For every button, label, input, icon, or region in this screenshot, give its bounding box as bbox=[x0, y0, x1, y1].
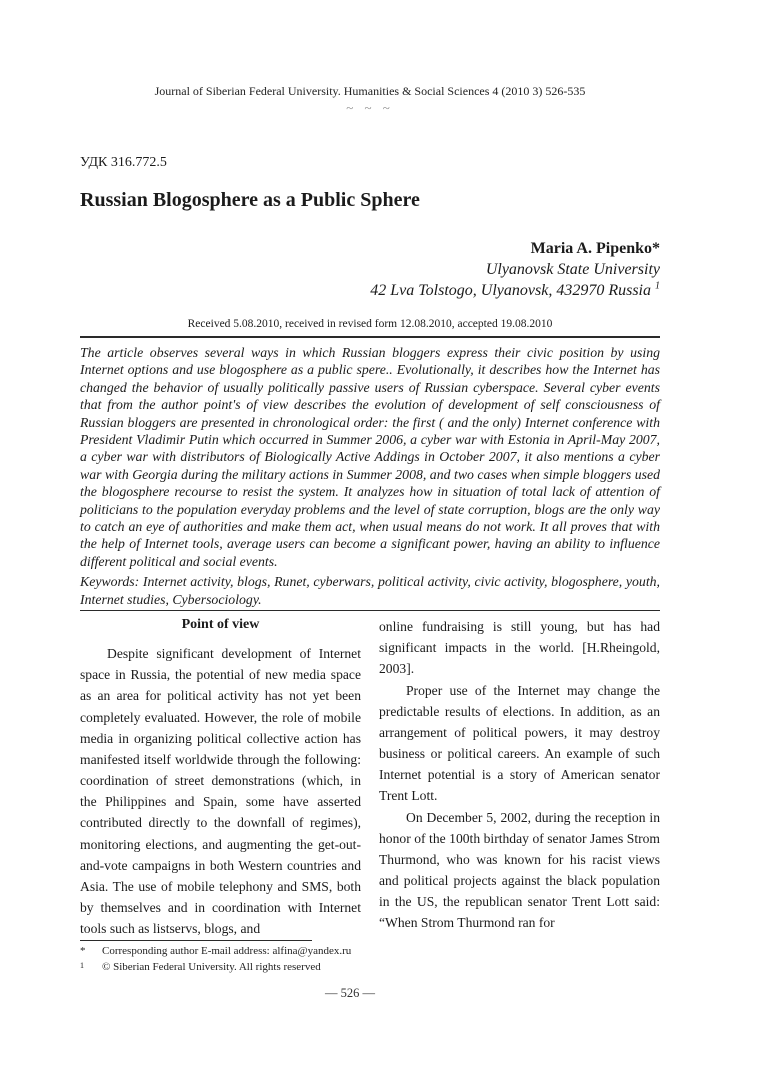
author-address bbox=[80, 280, 660, 301]
body-paragraph-right-3: On December 5, 2002, during the reception in honor of the 100th birthday of senator James Strom Thurmond, who was known for his racist views and political projects against the black population in the US, the republican senator Trent Lott said: “When Strom Thurmond ran for bbox=[379, 809, 660, 931]
address-footnote-mark: 1 bbox=[655, 280, 660, 292]
author-block bbox=[80, 238, 660, 301]
right-column bbox=[379, 616, 660, 938]
keywords-text: Keywords: Internet activity, blogs, Runet, cyberwars, political activity, civic activity, blogosphere, youth, Internet studies, Cybersociology. bbox=[80, 574, 660, 607]
left-column bbox=[80, 616, 361, 938]
article-title: Russian Blogosphere as a Public Sphere bbox=[80, 189, 420, 211]
body-paragraph-right-2: Proper use of the Internet may change the predictable results of elections. In addition, as an arrangement of political powers, it may destroy business or political careers. An example of such Internet potential is a story of American senator Trent Lott. bbox=[379, 682, 660, 804]
body-paragraph-left-1: Despite significant development of Internet space in Russia, the potential of new media space as an area for political activity has not yet been completely evaluated. However, the role of mobile media in organizing political collective action has manifested itself worldwide through the following: coordination of street demonstrations (which, in the Philippines and Spain, some have asserted contributed directly to the downfall of regimes), monitoring elections, and augmenting the get-out-and-vote campaigns in both Western countries and Asia. The use of mobile telephony and SMS, both by themselves and in coordination with Internet tools such as listservs, blogs, and bbox=[80, 646, 361, 937]
footnote-marker-asterisk: * bbox=[80, 945, 86, 957]
tilde-ornament: ~ ~ ~ bbox=[346, 100, 394, 115]
author-affiliation: Ulyanovsk State University bbox=[485, 261, 660, 278]
body-paragraph-right-1: online fundraising is still young, but has had significant impacts in the world. [H.Rheingold, 2003]. bbox=[379, 619, 660, 677]
journal-header: Journal of Siberian Federal University. Humanities & Social Sciences 4 (2010 3) 526-535 bbox=[154, 84, 586, 98]
author-name: Maria A. Pipenko* bbox=[530, 240, 660, 257]
footnote-divider bbox=[80, 940, 312, 941]
footnotes-block bbox=[80, 940, 500, 975]
author-address-text: 42 Lva Tolstogo, Ulyanovsk, 432970 Russia bbox=[370, 282, 655, 299]
received-dates: Received 5.08.2010, received in revised form 12.08.2010, accepted 19.08.2010 bbox=[187, 318, 553, 330]
footnote-text: Corresponding author E-mail address: alfina@yandex.ru bbox=[102, 945, 352, 957]
udk-number: УДК 316.772.5 bbox=[80, 155, 167, 170]
footnote-corresponding-author bbox=[80, 944, 500, 960]
section-heading: Point of view bbox=[181, 617, 260, 633]
divider-keywords bbox=[80, 610, 660, 611]
abstract-text: The article observes several ways in which Russian bloggers express their civic position by using Internet options and use blogosphere as a public spere.. Evolutionally, it describes how the Internet has changed the behavior of usually politically passive users of Russian cyberspace. Several cyber events that from the author point's of view describes the evolution of development of self consciousness of Russian bloggers are presented in chronological order: the first ( and the only) Internet conference with President Vladimir Putin which occurred in Summer 2006, a cyber war with Estonia in April-May 2007, a cyber war with distributors of Biologically Active Addings in October 2007, it also mentions a cyber war with Georgia during the military actions in Summer 2008, and two cases when simple bloggers used the blogosphere recourse to resist the system. It analyzes how in situation of total lack of attention of politicians to the population everyday problems and the level of state corruption, blogs are the only way to catch an eye of authorities and make them act, when usual means do not work. It all proves that with the help of Internet tools, average users can become a significant power, having an ability to influence different political and social events. bbox=[80, 345, 660, 569]
footnote-marker-one: 1 bbox=[80, 960, 84, 970]
two-column-body bbox=[80, 616, 660, 938]
footnote-copyright bbox=[80, 960, 500, 976]
divider-top bbox=[80, 336, 660, 338]
page-number: — 526 — bbox=[325, 986, 375, 1000]
footnote-text: © Siberian Federal University. All rights reserved bbox=[102, 960, 321, 973]
